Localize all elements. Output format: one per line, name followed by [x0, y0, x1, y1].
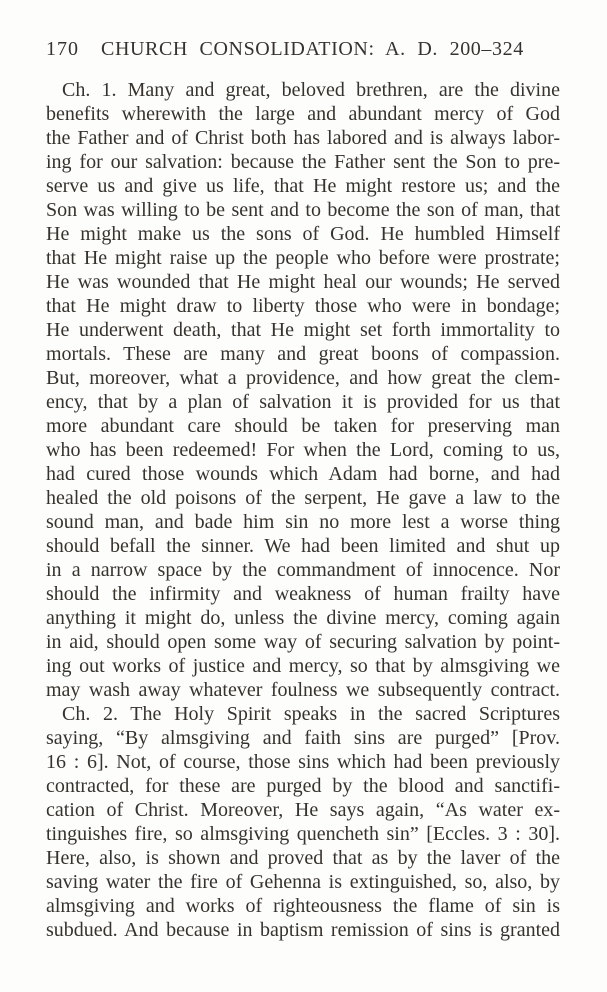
page-number: 170 — [46, 38, 79, 60]
text-line: serve us and give us life, that He might restore us; and the — [46, 175, 560, 197]
text-line: Here, also, is shown and proved that as by the laver of the — [46, 847, 560, 869]
text-line: cation of Christ. Moreover, He says again, “As water ex- — [46, 799, 560, 821]
text-line: Ch. 2. The Holy Spirit speaks in the sacred Scriptures — [62, 703, 560, 725]
text-line: ing for our salvation: because the Father sent the Son to pre- — [46, 151, 560, 173]
text-line: saving water the fire of Gehenna is extinguished, so, also, by — [46, 871, 560, 893]
text-line: had cured those wounds which Adam had borne, and had — [46, 463, 560, 485]
text-line: in a narrow space by the commandment of innocence. Nor — [46, 559, 560, 581]
text-line: benefits wherewith the large and abundant mercy of God — [46, 103, 560, 125]
text-line: should the infirmity and weakness of human frailty have — [46, 583, 560, 605]
text-line: mortals. These are many and great boons of compassion. — [46, 343, 560, 365]
running-header — [46, 36, 607, 62]
text-line: in aid, should open some way of securing salvation by point- — [46, 631, 560, 653]
text-line: subdued. And because in baptism remission of sins is granted — [46, 919, 560, 941]
text-line: that He might raise up the people who before were prostrate; — [46, 247, 560, 269]
paragraph — [46, 702, 560, 942]
text-line: more abundant care should be taken for preserving man — [46, 415, 560, 437]
text-line: that He might draw to liberty those who were in bondage; — [46, 295, 560, 317]
text-line: He was wounded that He might heal our wounds; He served — [46, 271, 560, 293]
text-line: But, moreover, what a providence, and how great the clem- — [46, 367, 560, 389]
text-line: may wash away whatever foulness we subsequently contract. — [46, 679, 560, 701]
text-line: who has been redeemed! For when the Lord, coming to us, — [46, 439, 560, 461]
text-line: anything it might do, unless the divine mercy, coming again — [46, 607, 560, 629]
text-line: ency, that by a plan of salvation it is provided for us that — [46, 391, 560, 413]
paragraph — [46, 78, 560, 702]
text-line: Son was willing to be sent and to become the son of man, that — [46, 199, 560, 221]
text-line: Ch. 1. Many and great, beloved brethren, are the divine — [62, 79, 560, 101]
text-line: sound man, and bade him sin no more lest a worse thing — [46, 511, 560, 533]
text-line: should befall the sinner. We had been limited and shut up — [46, 535, 560, 557]
text-line: tinguishes fire, so almsgiving quencheth sin” [Eccles. 3 : 30]. — [46, 823, 560, 845]
running-title: CHURCH CONSOLIDATION: A. D. 200–324 — [101, 38, 524, 60]
text-line: contracted, for these are purged by the blood and sanctifi- — [46, 775, 560, 797]
text-line: almsgiving and works of righteousness the flame of sin is — [46, 895, 560, 917]
text-line: 16 : 6]. Not, of course, those sins which had been previously — [46, 751, 560, 773]
text-line: He underwent death, that He might set forth immortality to — [46, 319, 560, 341]
page-body — [46, 78, 560, 942]
text-line: He might make us the sons of God. He humbled Himself — [46, 223, 560, 245]
text-line: healed the old poisons of the serpent, He gave a law to the — [46, 487, 560, 509]
text-line: the Father and of Christ both has labored and is always labor- — [46, 127, 560, 149]
text-line: ing out works of justice and mercy, so that by almsgiving we — [46, 655, 560, 677]
text-line: saying, “By almsgiving and faith sins are purged” [Prov. — [46, 727, 560, 749]
